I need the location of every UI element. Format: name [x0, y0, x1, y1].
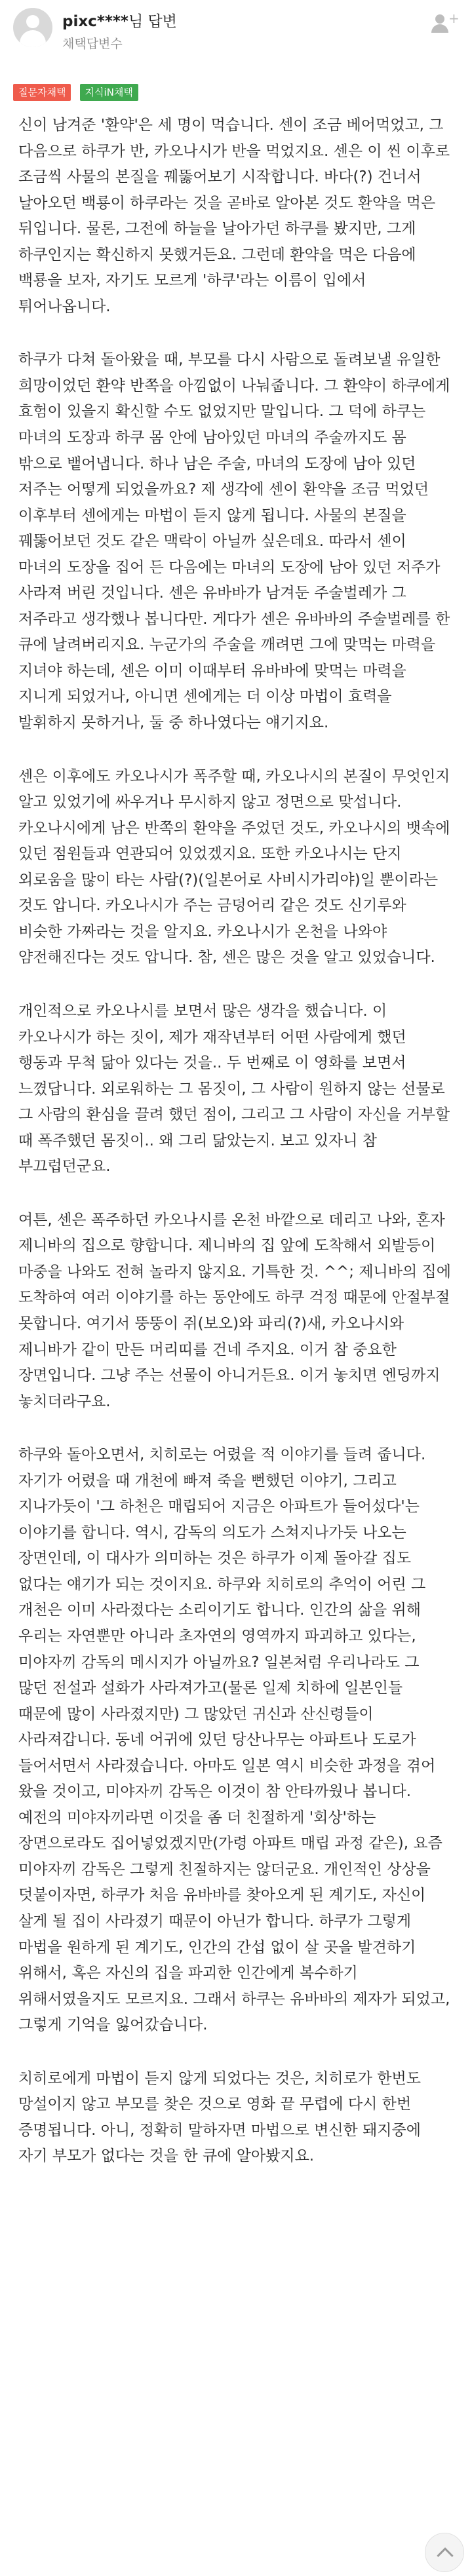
avatar-body-shape [20, 30, 46, 47]
answer-paragraph: 센은 이후에도 카오나시가 폭주할 때, 카오나시의 본질이 무엇인지 알고 있었기에 싸우거나 무시하지 않고 정면으로 맞섭니다. 카오나시에게 남은 반쪽의 환약을 주었던 것도, 카오나시의 뱃속에 있던 점원들과 연관되어 있었겠지요. 또한 카오나시는 단지 외로움을 많이 타는 사람(?)(일본어로 사비시가리야)일 뿐이라는 것도 압니다. 카오나시가 주는 금덩어리 같은 것도 신기루와 비슷한 가짜라는 것을 알지요. 카오나시가 온천을 나와야 얌전해진다는 것도 압니다. 참, 센은 많은 것을 알고 있었습니다. [18, 767, 450, 967]
follow-user-icon[interactable] [430, 10, 460, 34]
author-name[interactable]: pixc**** [62, 13, 128, 30]
chevron-up-icon [437, 2547, 453, 2564]
follow-user-body [431, 24, 448, 33]
follow-user-head [435, 14, 444, 24]
plus-icon: + [448, 10, 460, 26]
answer-paragraph: 개인적으로 카오나시를 보면서 많은 생각을 했습니다. 이 카오나시가 하는 짓이, 제가 재작년부터 어떤 사람에게 했던 행동과 무척 닮아 있다는 것을.. 두 번째로 이 영화를 보면서 느꼈답니다. 외로워하는 그 몸짓이, 그 사람이 원하지 않는 선물로 그 사람의 환심을 끌려 했던 점이, 그리고 그 사람이 자신을 거부할 때 폭주했던 몸짓이.. 왜 그리 닮았는지. 보고 있자니 참 부끄럽던군요. [18, 1002, 450, 1176]
answer-paragraph: 여튼, 센은 폭주하던 카오나시를 온천 바깥으로 데리고 나와, 혼자 제니바의 집으로 향합니다. 제니바의 집 앞에 도착해서 외발등이 마중을 나와도 전혀 놀라지 않지요. 기특한 것. ^^; 제니바의 집에 도착하여 여러 이야기를 하는 동안에도 하쿠 걱정 때문에 안절부절 못합니다. 여기서 뚱뚱이 쥐(보오)와 파리(?)새, 카오나시와 제니바가 같이 만든 머리띠를 건네 주지요. 이거 참 중요한 장면입니다. 그냥 주는 선물이 아니거든요. 이거 놓치면 엔딩까지 놓치더라구요. [18, 1211, 451, 1410]
adopted-answer-count-label: 채택답변수 [62, 37, 123, 51]
answer-header [0, 0, 472, 59]
questioner-adopted-badge: 질문자채택 [13, 84, 71, 101]
answer-body [18, 113, 451, 2197]
answer-tags [13, 84, 144, 101]
scroll-to-top-button[interactable] [425, 2533, 464, 2572]
answer-paragraph: 하쿠와 돌아오면서, 치히로는 어렸을 적 이야기를 들려 줍니다. 자기가 어렸을 때 개천에 빠져 죽을 뻔했던 이야기, 그리고 지나가듯이 '그 하천은 매립되어 지금은 아파트가 들어섰다'는 이야기를 합니다. 역시, 감독의 의도가 스쳐지나가듯 나오는 장면인데, 이 대사가 의미하는 것은 하쿠가 이제 돌아갈 집도 없다는 얘기가 되는 것이지요. 하쿠와 치히로의 추억이 어린 그 개천은 이미 사라졌다는 소리이기도 합니다. 인간의 삶을 위해 우리는 자연뿐만 아니라 초자연의 영역까지 파괴하고 있다는, 미야자끼 감독의 메시지가 아닐까요? 일본처럼 우리나라도 그 많던 전설과 설화가 사라져가고(물론 일제 치하에 일본인들 때문에 많이 사라졌지만) 그 많았던 귀신과 산신령들이 사라져갑니다. 동네 어귀에 있던 당산나무는 아파트나 도로가 들어서면서 사라졌습니다. 아마도 일본 역시 비슷한 과정을 겪어 왔을 것이고, 미야자끼 감독은 이것이 참 안타까웠나 봅니다. 예전의 미야자끼라면 이것을 좀 더 친절하게 '회상'하는 장면으로라도 집어넣었겠지만(가령 아파트 매립 과정 같은), 요즘 미야자끼 감독은 그렇게 친절하지는 않더군요. 개인적인 상상을 덧붙이자면, 하쿠가 처음 유바바를 찾아오게 된 계기도, 자신이 살게 될 집이 사라졌기 때문이 아닌가 합니다. 하쿠가 그렇게 마법을 원하게 된 계기도, 인간의 간섭 없이 살 곳을 발견하기 위해서, 혹은 자신의 집을 파괴한 인간에게 복수하기 위해서였을지도 모르지요. 그래서 하쿠는 유바바의 제자가 되었고, 그렇게 기억을 잃어갔습니다. [18, 1446, 450, 2034]
answer-paragraph: 치히로에게 마법이 듣지 않게 되었다는 것은, 치히로가 한번도 망설이지 않고 부모를 찾은 것으로 영화 끝 무렵에 다시 한번 증명됩니다. 아니, 정확히 말하자면 마법으로 변신한 돼지중에 자기 부모가 없다는 것을 한 큐에 알아봤지요. [18, 2069, 421, 2165]
author-line[interactable] [62, 9, 177, 31]
author-suffix: 님 답변 [128, 13, 177, 30]
jisikin-adopted-badge: 지식iN채택 [80, 84, 138, 101]
avatar[interactable] [13, 8, 52, 47]
answer-paragraph: 하쿠가 다쳐 돌아왔을 때, 부모를 다시 사람으로 돌려보낼 유일한 희망이었던 환약 반쪽을 아낌없이 나눠줍니다. 그 환약이 하쿠에게 효험이 있을지 확신할 수도 없었지만 말입니다. 그 덕에 하쿠는 마녀의 도장과 하쿠 몸 안에 남아있던 마녀의 주술까지도 몸 밖으로 뱉어냅니다. 하나 남은 주술, 마녀의 도장에 남아 있던 저주는 어떻게 되었을까요? 제 생각에 센이 환약을 조금 먹었던 이후부터 센에게는 마법이 듣지 않게 됩니다. 사물의 본질을 꿰뚫어보던 것도 같은 맥락이 아닐까 싶은데요. 따라서 센이 마녀의 도장을 집어 든 다음에는 마녀의 도장에 남아 있던 저주가 사라져 버린 것입니다. 센은 유바바가 남겨둔 주술벌레가 그 저주라고 생각했나 봅니다만. 게다가 센은 유바바의 주술벌레를 한 큐에 날려버리지요. 누군가의 주술을 깨려면 그에 맞먹는 마력을 지녀야 하는데, 센은 이미 이때부터 유바바에 맞먹는 마력을 지니게 되었거나, 아니면 센에게는 더 이상 마법이 효력을 발휘하지 못하거나, 둘 중 하나였다는 얘기지요. [18, 351, 450, 732]
avatar-head-shape [26, 15, 39, 28]
answer-paragraph: 신이 남겨준 '환약'은 세 명이 먹습니다. 센이 조금 베어먹었고, 그 다음으로 하쿠가 반, 카오나시가 반을 먹었지요. 센은 이 씬 이후로 조금씩 사물의 본질을 꿰뚫어보기 시작합니다. 바다(?) 건너서 날아오던 백룡이 하쿠라는 것을 곧바로 알아본 것도 환약을 먹은 뒤입니다. 물론, 그전에 하늘을 날아가던 하쿠를 봤지만, 그게 하쿠인지는 확신하지 못했거든요. 그런데 환약을 먹은 다음에 백룡을 보자, 자기도 모르게 '하쿠'라는 이름이 입에서 튀어나옵니다. [18, 117, 450, 315]
